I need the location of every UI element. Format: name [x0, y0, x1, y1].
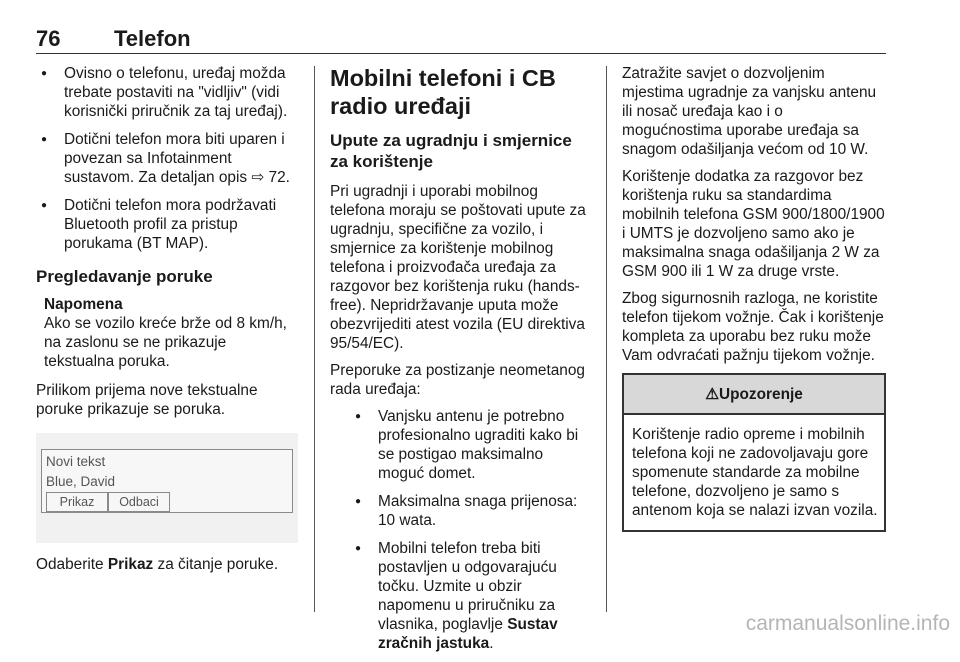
chapter-title: Telefon: [114, 26, 191, 51]
message-popup: [41, 449, 293, 513]
instruction-bold: Prikaz: [107, 556, 154, 573]
airbag-reference: Sustav zračnih jastuka: [378, 616, 558, 652]
show-button[interactable]: Prikaz: [46, 492, 108, 512]
sub-heading: Upute za ugradnju i smjernice za korištenje: [330, 131, 572, 171]
list-item: ● Vanjsku antenu je potrebno profesionalno ugraditi kako bi se postigao maksimalno moguć domet.: [350, 407, 592, 483]
note-text: Ako se vozilo kreće brže od 8 km/h, na zaslonu se ne prikazuje tekstualna poruka.: [44, 315, 287, 370]
requirements-list: [36, 64, 298, 253]
warning-text: Korištenje radio opreme i mobilnih telefona koji ne zadovoljavaju gore spomenute standarde za mobilne telefone, dozvoljeno je samo s antenom koja se nalazi izvan vozila.: [632, 426, 878, 519]
column-3: [622, 64, 886, 532]
list-item: ● Dotični telefon mora biti uparen i povezan sa Infotainment sustavom. Za detaljan opis ⇨ 72.: [36, 130, 298, 187]
warning-title: Upozorenje: [719, 386, 803, 403]
recommendation-list: [330, 407, 592, 653]
column-divider: [606, 66, 607, 612]
warning-box: [622, 373, 886, 532]
column-divider: [314, 66, 315, 612]
paragraph: Korištenje dodatka za razgovor bez korištenja ruku sa standardima mobilnih telefona GSM 900/1800/1900 i UMTS je dozvoljeno samo ako je maksimalna snaga odašiljanja 2 W za GSM 900 ili 1 W za druge vrste.: [622, 168, 885, 280]
paragraph: Zatražite savjet o dozvoljenim mjestima ugradnje za vanjsku antenu ili nosač uređaja kao i o mogućnostima uporabe uređaja sa snagom odašiljanja većom od 10 W.: [622, 65, 877, 158]
page-header: [36, 24, 886, 54]
select-instruction: [36, 555, 298, 574]
warning-header: [624, 375, 884, 415]
section-title: Pregledavanje poruke: [36, 267, 213, 286]
instruction-text-end: za čitanje poruke.: [153, 556, 279, 573]
list-item-end: .: [489, 635, 494, 652]
message-screen-illustration: [36, 433, 298, 543]
watermark: carmanualsonline.info: [745, 612, 950, 635]
paragraph: Preporuke za postizanje neometanog rada uređaja:: [330, 362, 585, 398]
column-2: [330, 64, 592, 662]
paragraph: Prilikom prijema nove tekstualne poruke prikazuje se poruka.: [36, 382, 258, 418]
list-item: ● Ovisno o telefonu, uređaj možda trebate postaviti na "vidljiv" (vidi korisnički priručnik za taj uređaj).: [36, 64, 298, 121]
list-item-text: Mobilni telefon treba biti postavljen u odgovarajuću točku. Uzmite u obzir napomenu u priručniku za vlasnika, poglavlje: [378, 540, 557, 633]
warning-icon: ⚠: [705, 386, 719, 403]
page-number: 76: [36, 26, 61, 51]
reject-button[interactable]: Odbaci: [108, 492, 170, 512]
column-1: [36, 64, 298, 582]
instruction-text: Odaberite: [36, 556, 108, 573]
list-item: [350, 539, 592, 653]
popup-sender: Blue, David: [46, 474, 116, 489]
paragraph: Zbog sigurnosnih razloga, ne koristite telefon tijekom vožnje. Čak i korištenje kompleta za uporabu bez ruku može Vam odvraćati pažnju tijekom vožnje.: [622, 290, 884, 364]
list-item: ● Maksimalna snaga prijenosa: 10 wata.: [350, 492, 592, 530]
popup-title: Novi tekst: [46, 454, 106, 469]
paragraph: Pri ugradnji i uporabi mobilnog telefona moraju se poštovati upute za ugradnju, specifične za vozilo, i smjernice za korištenje mobilnog telefona i proizvođača uređaja za razgovor bez korištenja ruku (hands-free). Nepridržavanje uputa može obezvrijediti atest vozila (EU direktiva 95/54/EC).: [330, 183, 586, 352]
list-item: ● Dotični telefon mora podržavati Bluetooth profil za pristup porukama (BT MAP).: [36, 196, 298, 253]
note-title: Napomena: [44, 296, 123, 313]
note-box: [36, 295, 298, 371]
main-heading: Mobilni telefoni i CB radio uređaji: [330, 65, 556, 119]
